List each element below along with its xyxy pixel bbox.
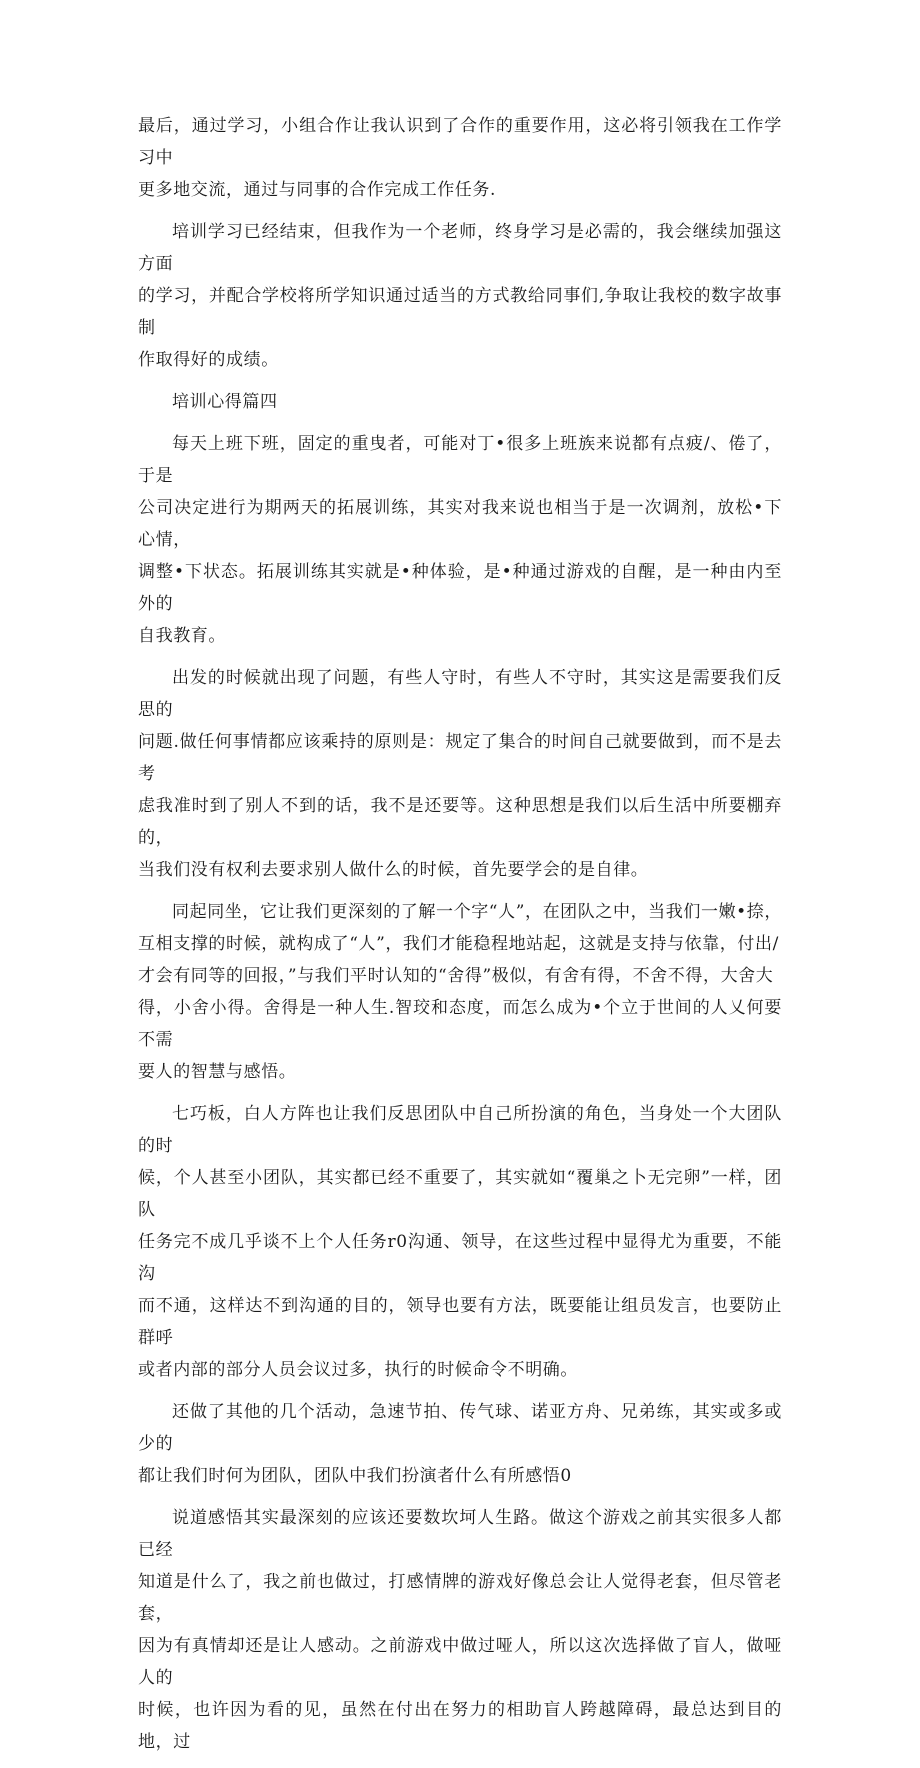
paragraph-punctuality: 出发的时候就出现了问题，有些人守时，有些人不守时，其实这是需要我们反思的 问题.做任何事情都应该乘持的原则是：规定了集合的时间自己就要做到，而不是去考 虑我准时到了别人不到的话，我不是还要等。这种思想是我们以后生活中所要棚弃的， 当我们没有权利去要求别人做什么的时候，首先要学会的是自律。 [138, 668, 782, 880]
paragraph-expansion-training: 每天上班下班，固定的重曳者，可能对丁•很多上班族来说都有点疲/、倦了，于是 公司决定进行为期两天的拓展训练，其实对我来说也相当于是一次调剂，放松•下心情， 调整•下状态。拓展训练其实就是•种体验，是•种通过游戏的自醒，是一种由内至外的 自我教育。 [138, 434, 782, 646]
paragraph-tangram: 七巧板，白人方阵也让我们反思团队中自己所扮演的角色，当身处一个大团队的时 候，个人甚至小团队，其实都已经不重要了，其实就如“覆巢之卜无完卵”一样，团队 任务完不成几乎谈不上个人任务r0沟通、领导，在这些过程中显得尤为重要，不能沟 而不通，这样达不到沟通的目的，领导也要有方法，既要能让组员发言，也要防止群呼 或者内部的部分人员会议过多，执行的时候命令不明确。 [138, 1104, 782, 1380]
section-heading: 培训心得篇四 [172, 392, 278, 412]
paragraph-conclusion: 最后，通过学习，小组合作让我认识到了合作的重要作用，这必将引领我在工作学习中 更多地交流，通过与同事的合作完成工作任务. [138, 116, 782, 200]
paragraph-other-activities: 还做了其他的几个活动，急速节拍、传气球、诺亚方舟、兄弟练，其实或多或少的 都让我们时何为团队，团队中我们扮演者什么有所感悟0 [138, 1402, 782, 1486]
paragraph-continuing-learning: 培训学习已经结束，但我作为一个老师，终身学习是必需的，我会继续加强这方面 的学习，并配合学校将所学知识通过适当的方式教给同事们,争取让我校的数字故事制 作取得好的成绩。 [138, 222, 782, 370]
paragraph-reflection: 说道感悟其实最深刻的应该还要数坎坷人生路。做这个游戏之前其实很多人都已经 知道是什么了，我之前也做过，打感情牌的游戏好像总会让人觉得老套，但尽管老套， 因为有真情却还是让人感动。之前游戏中做过哑人，所以这次选择做了盲人，做哑人的 时候，也许因为看的见，虽然在付出在努力的相助盲人跨越障碍，最总达到目的地，过 [138, 1508, 782, 1752]
document-body [138, 110, 782, 1768]
paragraph-teamwork-person: 同起同坐，它让我们更深刻的了解一个字“人”，在团队之中，当我们一嫩•捺， 互相支撑的时候，就构成了“人”，我们才能稳程地站起，这就是支持与依靠，付出/ 才会有同等的回报，”与我们平时认知的“舍得”极似，有舍有得，不舍不得，大舍大 得，小舍小得。舍得是一种人生.智珓和态度，而怎么成为•个立于世间的人乂何要不需 要人的智慧与感悟。 [138, 902, 783, 1082]
